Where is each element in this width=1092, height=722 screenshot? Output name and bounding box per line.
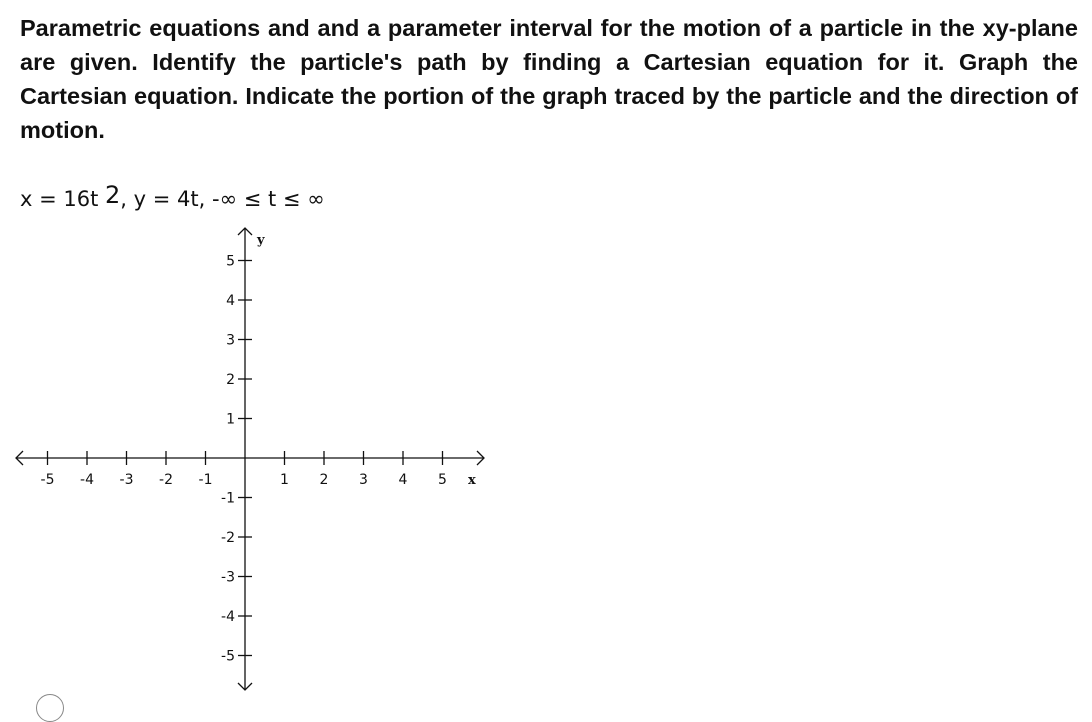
axes-layer xyxy=(16,228,484,690)
y-tick-label--5: -5 xyxy=(221,648,235,665)
y-tick-label-3: 3 xyxy=(226,332,235,349)
y-tick-label--4: -4 xyxy=(221,609,235,625)
x-tick-label--5: -5 xyxy=(40,472,55,488)
x-tick-label-3: 3 xyxy=(359,472,368,488)
problem-statement: Parametric equations and and a parameter interval for the motion of a particle in the xy-plane are given. Identify the particle's path by finding a Cartesian equation for it. Graph the Cartesian equation. Indicate the portion of the graph traced by the particle and the direction of motion. xyxy=(20,15,1078,143)
y-tick-label--1: -1 xyxy=(221,490,235,507)
y-tick-label-4: 4 xyxy=(226,293,235,309)
y-tick-label-1: 1 xyxy=(226,411,235,428)
x-tick-label-1: 1 xyxy=(280,472,289,488)
y-tick-label--3: -3 xyxy=(221,569,235,586)
y-tick-label-5: 5 xyxy=(226,253,235,270)
equation-rest: , y = 4t, -∞ ≤ t ≤ ∞ xyxy=(120,187,325,211)
answer-option-radio[interactable] xyxy=(36,694,64,722)
x-tick-label-2: 2 xyxy=(319,472,329,488)
x-tick-label--1: -1 xyxy=(198,472,213,488)
x-tick-label--4: -4 xyxy=(80,472,94,488)
x-axis-name: x xyxy=(468,473,476,488)
y-axis-name: y xyxy=(257,233,265,248)
y-tick-label-2: 2 xyxy=(226,372,235,388)
equation-x-part: x = 16t xyxy=(20,187,106,211)
x-tick-label-4: 4 xyxy=(398,472,408,488)
y-tick-label--2: -2 xyxy=(221,530,235,546)
x-tick-label-5: 5 xyxy=(438,472,447,488)
labels-layer xyxy=(41,233,476,665)
x-tick-label--2: -2 xyxy=(159,472,173,488)
equation-exponent: 2 xyxy=(105,181,121,209)
x-tick-label--3: -3 xyxy=(119,472,134,488)
